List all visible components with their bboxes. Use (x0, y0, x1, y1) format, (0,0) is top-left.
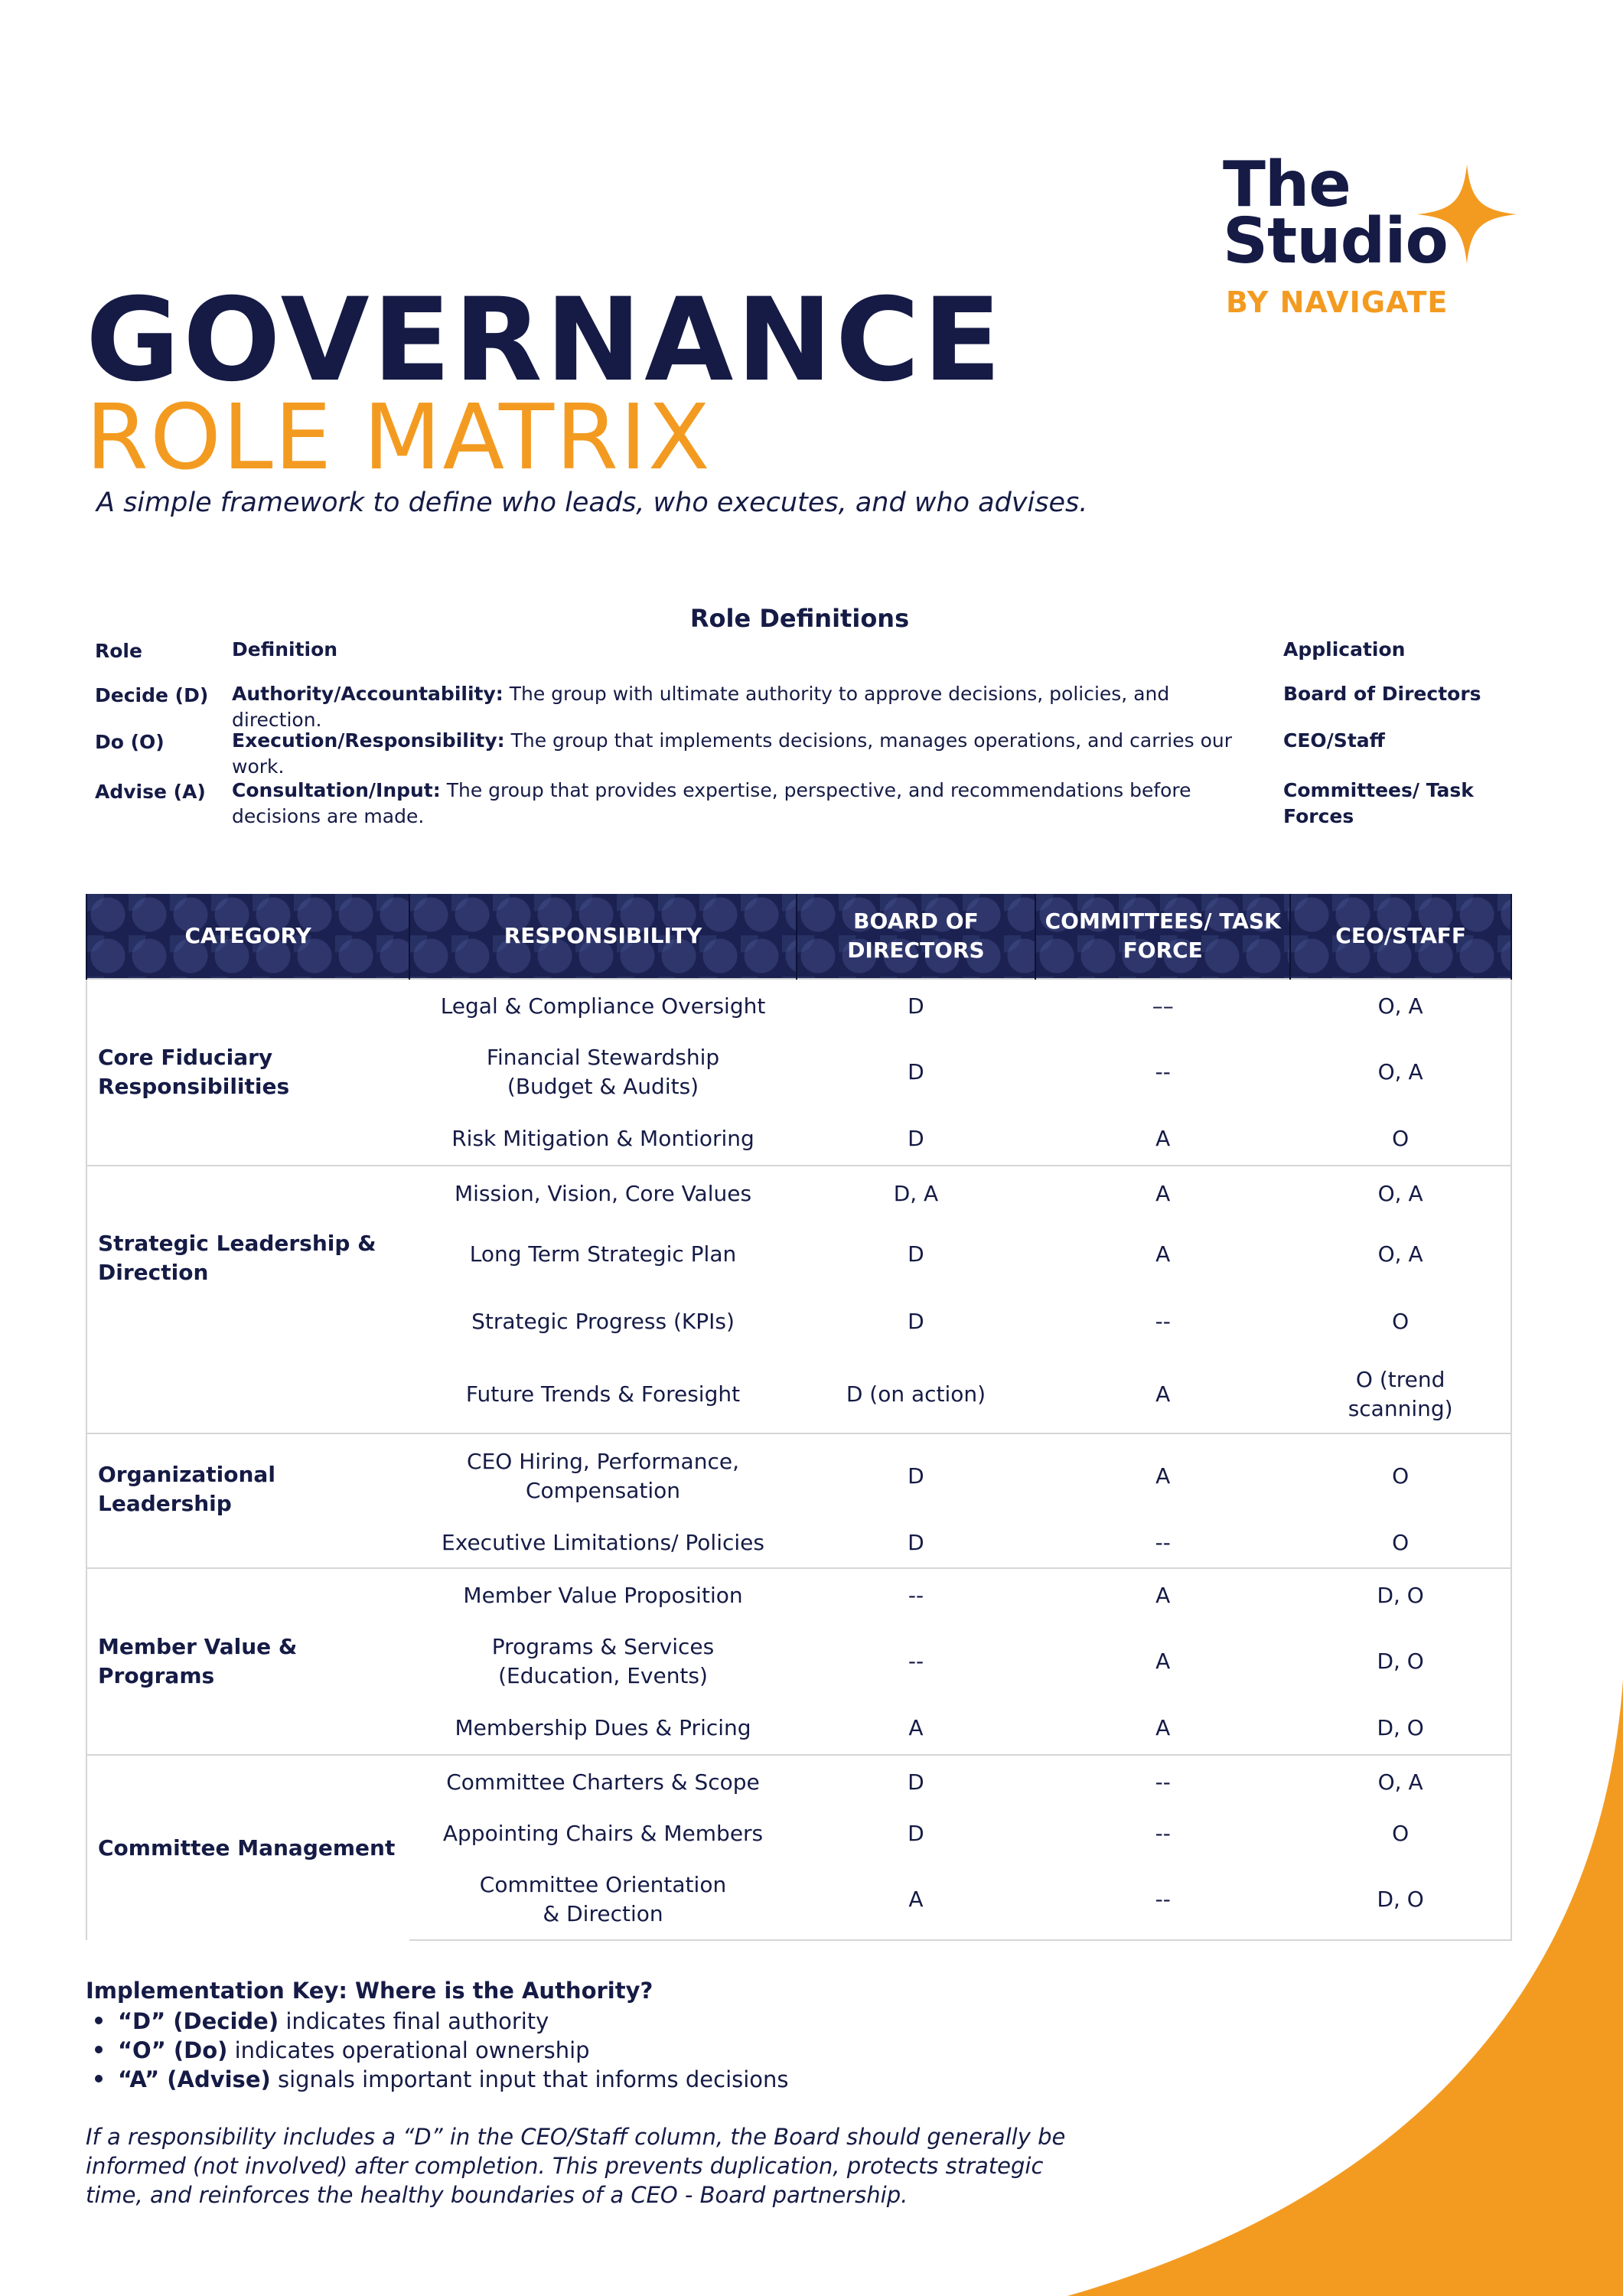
application-decide: Board of Directors (1283, 683, 1481, 705)
responsibility-cell: CEO Hiring, Performance, Compensation (409, 1433, 796, 1518)
responsibility-cell: Programs & Services (Education, Events) (491, 1634, 715, 1688)
board-cell: D (on action) (846, 1381, 986, 1407)
definition-header: Definition (232, 638, 338, 660)
application-advise: Committees/ Task Forces (1283, 779, 1474, 827)
responsibility-cell: Member Value Proposition (409, 1568, 796, 1622)
board-cell: -- (797, 1568, 1035, 1622)
committees-cell: -- (1155, 1309, 1171, 1334)
ceo-cell: O, A (1290, 1755, 1511, 1808)
column-header: COMMITTEES/ TASK FORCE (1035, 894, 1290, 979)
application-do: CEO/Staff (1283, 729, 1385, 752)
ceo-cell: D, O (1377, 1649, 1424, 1674)
column-header: CATEGORY (86, 894, 409, 979)
logo-subtitle: BY NAVIGATE (1226, 285, 1449, 319)
column-header: BOARD OF DIRECTORS (797, 894, 1035, 979)
page-title-secondary: ROLE MATRIX (86, 384, 712, 490)
board-cell: D (797, 1755, 1035, 1808)
ceo-cell: O, A (1290, 1166, 1511, 1221)
list-item: “D” (Decide) indicates final authority (95, 2007, 789, 2036)
responsibility-cell: Membership Dues & Pricing (455, 1714, 751, 1740)
responsibility-cell: Strategic Progress (KPIs) (471, 1309, 735, 1334)
ceo-cell: O, A (1290, 979, 1511, 1032)
committees-cell: -- (1155, 1529, 1171, 1555)
board-cell: D (908, 1529, 924, 1555)
page-subtitle: A simple framework to define who leads, who executes, and who advises. (96, 488, 1088, 518)
role-definitions-title: Role Definitions (689, 604, 910, 633)
ceo-cell: D, O (1290, 1859, 1511, 1940)
table-header-row (86, 894, 1511, 979)
definition-advise: Consultation/Input: The group that provides expertise, perspective, and recommendations before decisions are made. (232, 779, 1191, 827)
column-header: CEO/STAFF (1290, 894, 1511, 979)
committees-cell: -- (1155, 1821, 1171, 1846)
definition-do: Execution/Responsibility: The group that implements decisions, manages operations, and carries our work. (232, 729, 1233, 778)
table-row (86, 1755, 1511, 1808)
bullet-icon (95, 2046, 103, 2053)
table-row (86, 1433, 1511, 1518)
list-item: “O” (Do) indicates operational ownership (95, 2036, 789, 2065)
committees-cell: A (1155, 1125, 1171, 1151)
board-cell: A (908, 1714, 924, 1740)
role-header: Role (95, 640, 142, 662)
board-cell: D (908, 1241, 924, 1267)
responsibility-cell: Financial Stewardship (Budget & Audits) (486, 1045, 720, 1099)
role-do: Do (O) (95, 731, 165, 753)
category-cell: Core Fiduciary Responsibilities (86, 979, 409, 1166)
column-header: RESPONSIBILITY (409, 894, 796, 979)
board-cell: D (797, 979, 1035, 1032)
ceo-cell: O (1392, 1821, 1410, 1846)
committees-cell: A (1155, 1649, 1171, 1674)
committees-cell: –– (1035, 979, 1290, 1032)
responsibility-cell: Long Term Strategic Plan (469, 1241, 737, 1267)
ceo-cell: O (1290, 1433, 1511, 1518)
responsibility-cell: Future Trends & Foresight (465, 1381, 741, 1407)
board-cell: A (797, 1859, 1035, 1940)
category-cell: Committee Management (86, 1755, 409, 1940)
role-matrix-table (86, 894, 1512, 1941)
responsibility-cell: Legal & Compliance Oversight (409, 979, 796, 1032)
ceo-cell: D, O (1290, 1568, 1511, 1622)
responsibility-cell: Risk Mitigation & Montioring (451, 1125, 754, 1151)
page-title: GOVERNANCE (86, 274, 1005, 407)
application-header: Application (1283, 638, 1406, 660)
category-cell: Member Value & Programs (86, 1568, 409, 1755)
board-cell: D (908, 1059, 924, 1084)
board-cell: D, A (797, 1166, 1035, 1221)
definition-decide: Authority/Accountability: The group with ultimate authority to approve decisions, policies, and direction. (232, 683, 1170, 731)
committees-cell: -- (1035, 1755, 1290, 1808)
ceo-cell: O (1392, 1309, 1410, 1334)
committees-cell: -- (1155, 1059, 1171, 1084)
responsibility-cell: Committee Charters & Scope (409, 1755, 796, 1808)
committees-cell: A (1155, 1381, 1171, 1407)
implementation-key-title: Implementation Key: Where is the Authority? (86, 1978, 653, 2004)
responsibility-cell: Committee Orientation & Direction (409, 1859, 796, 1940)
implementation-note: If a responsibility includes a “D” in the CEO/Staff column, the Board should generally be informed (not involved) after completion. This prevents duplication, protects strategic time, and reinforces the healthy boundaries of a CEO - Board partnership. (86, 2124, 1066, 2208)
sparkle-star-icon (1417, 165, 1517, 264)
brand-logo (1223, 148, 1529, 325)
implementation-key-list (95, 2007, 789, 2094)
ceo-cell: O, A (1377, 1059, 1423, 1084)
table-row (86, 1568, 1511, 1622)
board-cell: -- (908, 1649, 924, 1674)
ceo-cell: O, A (1377, 1241, 1423, 1267)
committees-cell: -- (1035, 1859, 1290, 1940)
board-cell: D (908, 1309, 924, 1334)
board-cell: D (908, 1821, 924, 1846)
bullet-icon (95, 2017, 103, 2024)
category-cell: Strategic Leadership & Direction (86, 1166, 409, 1433)
bullet-icon (95, 2075, 103, 2082)
committees-cell: A (1035, 1166, 1290, 1221)
logo-wordmark: The Studio (1223, 148, 1448, 278)
role-advise: Advise (A) (95, 781, 206, 803)
committees-cell: A (1155, 1714, 1171, 1740)
list-item: “A” (Advise) signals important input that informs decisions (95, 2065, 789, 2094)
ceo-cell: D, O (1377, 1714, 1424, 1740)
table-row (86, 979, 1511, 1032)
responsibility-cell: Appointing Chairs & Members (442, 1821, 764, 1846)
responsibility-cell: Executive Limitations/ Policies (442, 1529, 764, 1555)
category-cell: Organizational Leadership (86, 1433, 409, 1568)
committees-cell: A (1155, 1241, 1171, 1267)
committees-cell: A (1035, 1433, 1290, 1518)
board-cell: D (908, 1125, 924, 1151)
ceo-cell: O (trend scanning) (1348, 1366, 1453, 1421)
ceo-cell: O (1392, 1125, 1410, 1151)
table-row (86, 1166, 1511, 1221)
ceo-cell: O (1392, 1529, 1410, 1555)
responsibility-cell: Mission, Vision, Core Values (409, 1166, 796, 1221)
committees-cell: A (1035, 1568, 1290, 1622)
board-cell: D (797, 1433, 1035, 1518)
role-decide: Decide (D) (95, 684, 209, 706)
